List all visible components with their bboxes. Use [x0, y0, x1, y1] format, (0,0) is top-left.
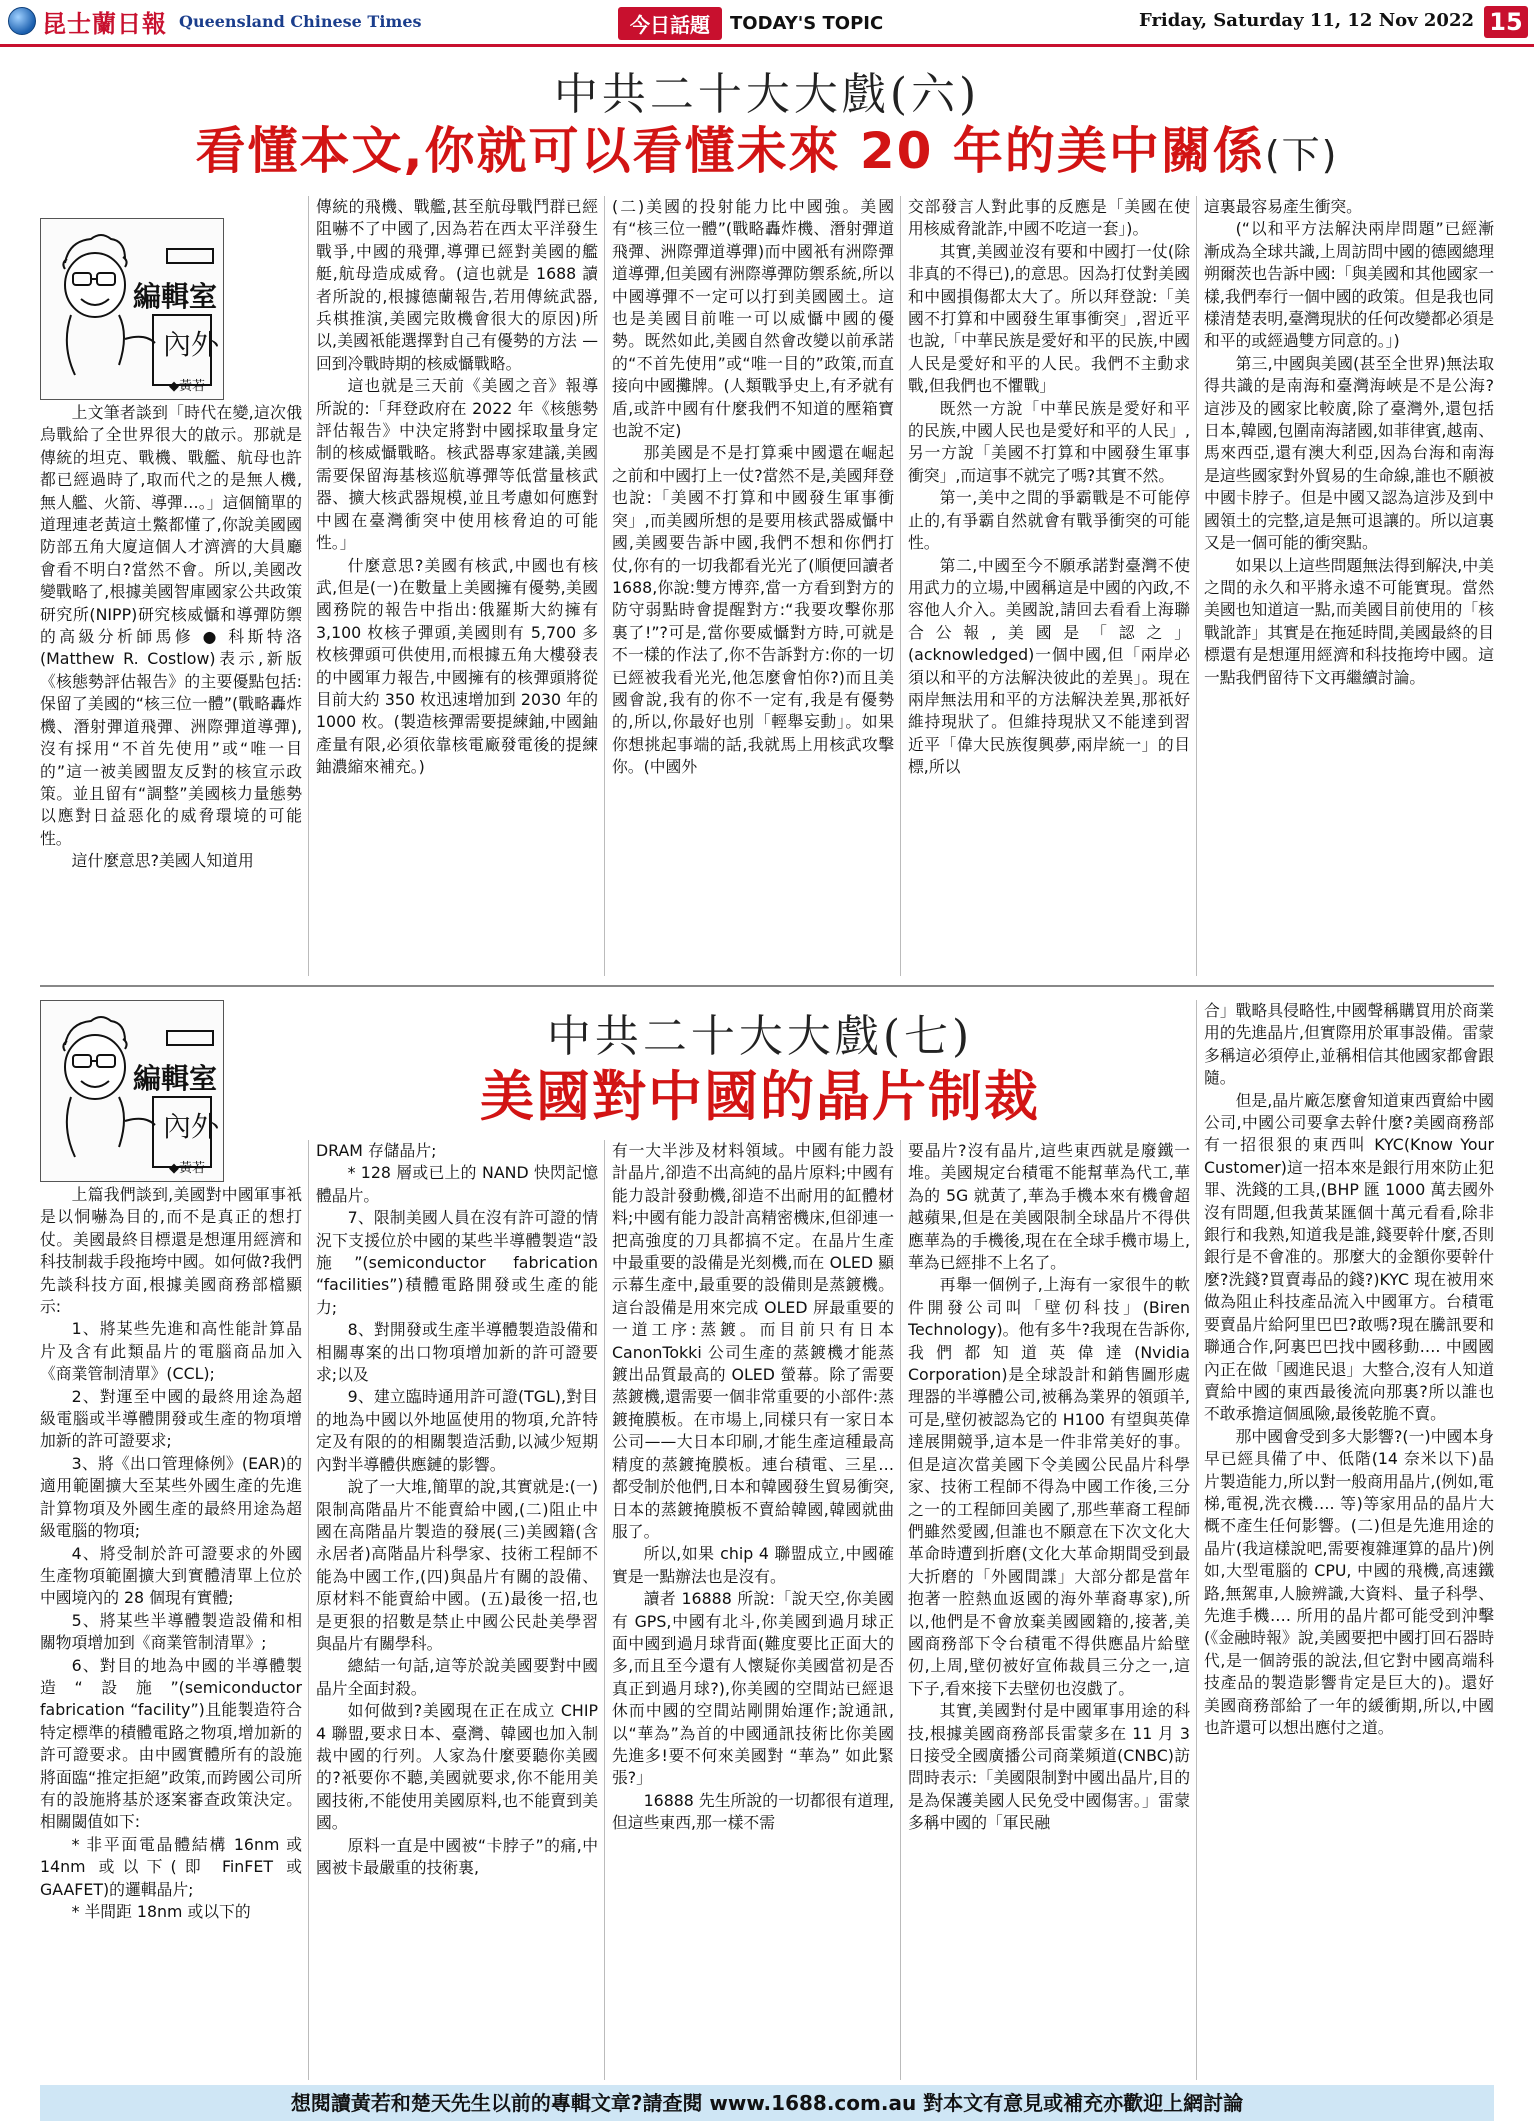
paragraph: 4、將受制於許可證要求的外國生產物項範圍擴大到實體清單上位於中國境內的 28 個現有實體; [40, 1543, 302, 1608]
globe-icon [8, 7, 36, 35]
paragraph: 原料一直是中國被“卡脖子”的痛,中國被卡最嚴重的技術裏, [316, 1835, 598, 1877]
column-divider [604, 196, 605, 976]
paragraph: 這裏最容易產生衝突。 [1204, 197, 1362, 216]
paragraph: 合」戰略具侵略性,中國聲稱購買用於商業用的先進晶片,但實際用於軍事設備。雷蒙多稱這必須停止,並稱相信其他國家都會跟隨。 [1204, 1001, 1494, 1088]
paragraph: * 128 層或已上的 NAND 快閃記憶體晶片。 [316, 1163, 598, 1205]
paragraph: 7、限制美國人員在沒有許可證的情況下支援位於中國的某些半導體製造“設施”(semiconductor fabrication “facilities”)積體電路開發或生產的能力; [316, 1208, 598, 1317]
paragraph: (二)美國的投射能力比中國強。美國有“核三位一體”(戰略轟炸機、潛射彈道飛彈、洲際彈道導彈)而中國衹有洲際彈道導彈,但美國有洲際導彈防禦系統,所以中國導彈不一定可以打到美國國土。這也是美國目前唯一可以威懾中國的優勢。既然如此,美國自然會改變以前承諾的“不首先使用”或“唯一目的”政策,而直接向中國攤牌。(人類戰爭史上,有矛就有盾,或許中國有什麼我們不知道的壓箱寶也說不定) [612, 197, 894, 441]
footer-banner: 想閱讀黃若和楚天先生以前的專輯文章?請查閱 www.1688.com.au 對本文有意見或補充亦歡迎上網討論 [40, 2085, 1494, 2121]
article2-column-4 [908, 1140, 1190, 2080]
paragraph: 有一大半涉及材料領域。中國有能力設計晶片,卻造不出高純的晶片原料;中國有能力設計發動機,卻造不出耐用的缸體材料;中國有能力設計高精密機床,但卻連一把高強度的刀具都搞不定。在晶片生產中最重要的設備是光刻機,而在 OLED 顯示幕生產中,最重要的設備則是蒸鍍機。這台設備是用來完成 OLED 屏最重要的一道工序:蒸鍍。而目前只有日本 CanonTokki 公司生產的蒸鍍機才能蒸鍍出品質最高的 OLED 螢幕。除了需要蒸鍍機,還需要一個非常重要的小部件:蒸鍍掩膜板。在市場上,同樣只有一家日本公司——大日本印刷,才能生產這種最高精度的蒸鍍掩膜板。連台積電、三星… 都受制於他們,日本和韓國發生貿易衝突,日本的蒸鍍掩膜板不賣給韓國,韓國就曲服了。 [612, 1141, 894, 1541]
paragraph: (“以和平方法解決兩岸問題”已經漸漸成為全球共識,上周訪問中國的德國總理朔爾茨也告訴中國:「與美國和其他國家一樣,我們奉行一個中國的政策。但是我也同樣清楚表明,臺灣現狀的任何改變都必須是和平的或經過雙方同意的。」) [1204, 219, 1494, 351]
paragraph: 如果以上這些問題無法得到解決,中美之間的永久和平將永遠不可能實現。當然美國也知道這一點,而美國目前使用的「核戰訛詐」其實是在拖延時間,美國最終的目標還有是想運用經濟和科技拖垮中國。這一點我們留待下文再繼續討論。 [1204, 555, 1494, 687]
paragraph: 要晶片?沒有晶片,這些東西就是廢鐵一堆。美國規定台積電不能幫華為代工,華為的 5G 就黃了,華為手機本來有機會超越蘋果,但是在美國限制全球晶片不得供應華為的手機後,現在在全球手機市場上,華為已經排不上名了。 [908, 1141, 1190, 1273]
paragraph: DRAM 存儲晶片; [316, 1141, 437, 1160]
paragraph: 傳統的飛機、戰艦,甚至航母戰鬥群已經阻嚇不了中國了,因為若在西太平洋發生戰爭,中國的飛彈,導彈已經對美國的艦艇,航母造成威脅。(這也就是 1688 讀者所說的,根據德蘭報告,若用傳統武器,兵棋推演,美國完敗機會很大的原因)所以,美國衹能選擇對自己有優勢的方法 — 回到冷戰時期的核威懾戰略。 [316, 197, 598, 373]
article1-column-1 [40, 402, 302, 980]
column-divider [308, 1140, 309, 2080]
paragraph: 這什麼意思?美國人知道用 [71, 851, 254, 871]
article1-column-3 [612, 196, 894, 980]
issue-date: Friday, Saturday 11, 12 Nov 2022 [1138, 10, 1474, 31]
paragraph: 1、將某些先進和高性能計算晶片及含有此類晶片的電腦商品加入《商業管制清單》(CCL); [40, 1319, 302, 1384]
article2-column-5 [1204, 1000, 1494, 2080]
paragraph: 所以,如果 chip 4 聯盟成立,中國確實是一點辦法也是沒有。 [612, 1544, 894, 1586]
paragraph: * 非平面電晶體結構 16nm 或 14nm 或以下(即 FinFET 或 GAAFET)的邏輯晶片; [40, 1834, 302, 1899]
article2-column-2 [316, 1140, 598, 2080]
paragraph: 交部發言人對此事的反應是「美國在使用核威脅訛詐,中國不吃這一套」)。 [908, 197, 1190, 239]
paragraph: 第一,美中之間的爭霸戰是不可能停止的,有爭霸自然就會有戰爭衝突的可能性。 [908, 488, 1190, 553]
paper-name-cn: 昆士蘭日報 [42, 8, 167, 38]
editor-cartoon [40, 218, 224, 400]
paragraph: 9、建立臨時通用許可證(TGL),對目的地為中國以外地區使用的物項,允許特定及有限的的相關製造活動,以減少短期內對半導體供應鏈的影響。 [316, 1387, 598, 1474]
paragraph: 2、對運至中國的最終用途為超級電腦或半導體開發或生產的物項增加新的許可證要求; [40, 1386, 302, 1451]
column-divider [900, 1140, 901, 2080]
paragraph: 讀者 16888 所說:「說天空,你美國有 GPS,中國有北斗,你美國到過月球正面中國到過月球背面(難度要比正面大的多,而且至今還有人懷疑你美國當初是否真正到過月球?),你美國的空間站已經退休而中國的空間站剛開始運作;說通訊,以“華為”為首的中國通訊技術比你美國先進多!要不何來美國對 “華為” 如此緊張?」 [612, 1589, 894, 1788]
column-divider [604, 1140, 605, 2080]
paragraph: 16888 先生所說的一切都很有道理,但這些東西,那一樣不需 [612, 1790, 894, 1833]
paragraph: 其實,美國對付是中國軍事用途的科技,根據美國商務部長雷蒙多在 11 月 3 日接受全國廣播公司商業頻道(CNBC)訪問時表示:「美國限制對中國出晶片,目的是為保護美國人民免受中國傷害。」雷蒙多稱中國的「軍民融 [908, 1701, 1190, 1833]
section-name-en: TODAY'S TOPIC [730, 12, 884, 34]
article-separator [40, 985, 1494, 987]
paragraph: 再舉一個例子,上海有一家很牛的軟件開發公司叫「壁仞科技」(Biren Technology)。他有多牛?我現在告訴你,我們都知道英偉達(Nvidia Corporation)是全球設計和銷售圖形處理器的半導體公司,被稱為業界的領頭羊,可是,壁仞被認為它的 H100 有望與英偉達展開競爭,這本是一件非常美好的事。但是這次當美國下令美國公民晶片科學家、技術工程師不得為中國工作後,三分之一的工程師回美國了,那些華裔工程師們雖然愛國,但誰也不願意在下次文化大革命時遭到折磨(文化大革命期間受到最大折磨的「外國間諜」大部分都是當年抱著一腔熱血返國的海外華裔專家),所以,他們是不會放棄美國國籍的,接著,美國商務部下令台積電不得供應晶片給壁仞,上周,壁仞被好宣佈裁員三分之一,這下子,看來接下去壁仞也沒戲了。 [908, 1275, 1190, 1698]
article1-column-4 [908, 196, 1190, 980]
column-divider [1196, 1000, 1197, 2080]
paragraph: 什麼意思?美國有核武,中國也有核武,但是(一)在數量上美國擁有優勢,美國國務院的報告中指出:俄羅斯大約擁有 3,100 枚核子彈頭,美國則有 5,700 多枚核彈頭可供使用,而根據五角大樓發表的中國軍力報告,中國擁有的核彈頭將從目前大約 350 枚迅速增加到 2030 年的 1000 枚。(製造核彈需要提練鈾,中國鈾產量有限,必須依靠核電廠發電後的提練鈾濃縮來補充。) [316, 555, 598, 777]
paragraph: 既然一方說「中華民族是愛好和平的民族,中國人民也是愛好和平的人民」,另一方說「美國不打算和中國發生軍事衝突」,而這事不就完了嗎?其實不然。 [908, 398, 1190, 485]
paragraph: 說了一大堆,簡單的說,其實就是:(一)限制高階晶片不能賣給中國,(二)阻止中國在高階晶片製造的發展(三)美國籍(含永居者)高階晶片科學家、技術工程師不能為中國工作,(四)與晶片有關的設備、原材料不能賣給中國。(五)最後一招,也是更狠的招數是禁止中國公民赴美學習與晶片有關學科。 [316, 1477, 598, 1653]
section-badge: 今日話題 [618, 7, 722, 40]
column-divider [1196, 196, 1197, 976]
paragraph: 如何做到?美國現在正在成立 CHIP 4 聯盟,要求日本、臺灣、韓國也加入制裁中國的行列。人家為什麼要聽你美國的?衹要你不聽,美國就要求,你不能用美國技術,不能使用美國原料,也不能賣到美國。 [316, 1701, 598, 1833]
cartoon-column-label: 編輯室 [133, 280, 218, 313]
paragraph: * 半間距 18nm 或以下的 [71, 1902, 251, 1921]
article2-kicker: 中共二十大大戲(七) [546, 1011, 974, 1062]
section-label [618, 8, 883, 38]
cartoon-author: ◆黃若 [169, 379, 205, 394]
paragraph: 第三,中國與美國(甚至全世界)無法取得共識的是南海和臺灣海峽是不是公海?這涉及的國家比較廣,除了臺灣外,還包括日本,韓國,包圍南海諸國,如菲律賓,越南、馬來西亞,還有澳大利亞,因為台海和南海是這些國家對外貿易的生命線,誰也不願被中國卡脖子。但是中國又認為這涉及到中國領土的完整,這是無可退讓的。所以這裏又是一個可能的衝突點。 [1204, 353, 1494, 553]
masthead-logo [8, 4, 422, 38]
cartoon-author: ◆黃若 [169, 1161, 205, 1176]
paragraph: 6、對目的地為中國的半導體製造“設施”(semiconductor fabrication “facility”)且能製造符合特定標準的積體電路之物項,增加新的許可證要求。由中國實體所有的設施將面臨“推定拒絕”政策,而跨國公司所有的設施將基於逐案審查政策決定。相關閾值如下: [40, 1655, 302, 1832]
article1-column-2 [316, 196, 598, 980]
article1-kicker: 中共二十大大戲(六) [553, 69, 981, 120]
column-divider [308, 196, 309, 976]
paragraph: 上文筆者談到「時代在變,這次俄烏戰給了全世界很大的啟示。那就是傳統的坦克、戰機、戰艦、航母也許都已經過時了,取而代之的是無人機,無人艦、火箭、導彈…。」這個簡單的道理連老黃這土鱉都懂了,你說美國國防部五角大廈這個人才濟濟的大員廳會看不明白?當然不會。所以,美國改變戰略了,根據美國智庫國家公共政策研究所(NIPP)研究核威懾和導彈防禦的高級分析師馬修 ● 科斯特洛(Matthew R. Costlow)表示,新版《核態勢評估報告》的主要優點包括:保留了美國的“核三位一體”(戰略轟炸機、潛射彈道飛彈、洲際彈道導彈),沒有採用“不首先使用”或“唯一目的”這一被美國盟友反對的核宣示政策。並且留有“調整”美國核力量態勢以應對日益惡化的威脅環境的可能性。 [40, 403, 302, 848]
column-divider [900, 196, 901, 976]
cartoon-inside-label: 內外 [163, 1110, 220, 1143]
article2-column-3 [612, 1140, 894, 2080]
cartoon-inside-label: 內外 [163, 328, 220, 361]
article1-headline-text: 看懂本文,你就可以看懂未來 20 年的美中關係 [195, 122, 1265, 180]
paragraph: 第二,中國至今不願承諾對臺灣不使用武力的立場,中國稱這是中國的內政,不容他人介入。美國說,請回去看看上海聯合公報,美國是「認之」(acknowledged)一個中國,但「兩岸必須以和平的方法解決彼此的差異」。現在兩岸無法用和平的方法解決差異,那祇好維持現狀了。但維持現狀又不能達到習近平「偉大民族復興夢,兩岸統一」的目標,所以 [908, 555, 1190, 777]
paragraph: 上篇我們談到,美國對中國軍事衹是以恫嚇為目的,而不是真正的想打仗。美國最終目標還是想運用經濟和科技制裁手段拖垮中國。如何做?我們先談科技方面,根據美國商務部檔顯示: [40, 1185, 302, 1317]
paragraph: 5、將某些半導體製造設備和相關物項增加到《商業管制清單》; [40, 1610, 302, 1653]
editor-cartoon [40, 1000, 224, 1182]
paper-name-en: Queensland Chinese Times [179, 11, 422, 31]
paragraph: 那美國是不是打算乘中國還在崛起之前和中國打上一仗?當然不是,美國拜登也說:「美國不打算和中國發生軍事衝突」,而美國所想的是要用核武器威懾中國,美國要告訴中國,我們不想和你們打仗,你有的一切我都看光光了(順便回讀者 1688,你說:雙方博弈,當一方看到對方的防守弱點時會提醒對方:“我要攻擊你那裏了!”?可是,當你要威懾對方時,可就是不一樣的作法了,你不告訴對方:你的一切已經被我看光光,他怎麼會怕你?)而且美國會說,我有的你不一定有,我是有優勢的,所以,你最好也別「輕舉妄動」。如果你想挑起事端的話,我就馬上用核武攻擊你。(中國外 [612, 443, 894, 777]
paragraph: 總結一句話,這等於說美國要對中國晶片全面封殺。 [316, 1656, 598, 1698]
article2-column-1 [40, 1184, 302, 2080]
paragraph: 3、將《出口管理條例》(EAR)的適用範圍擴大至某些外國生產的先進計算物項及外國生產的最終用途為超級電腦的物項; [40, 1453, 302, 1541]
article2-headline: 美國對中國的晶片制裁 [480, 1065, 1040, 1128]
paragraph: 但是,晶片廠怎麼會知道東西賣給中國公司,中國公司要拿去幹什麼?美國商務部有一招很狠的東西叫 KYC(Know Your Customer)這一招本來是銀行用來防止犯罪、洗錢的工具,(BHP 匯 1000 萬去國外沒有問題,但我黃某匯個十萬元看看,除非銀行和我熟,知道我是誰,錢要幹什麼,否則銀行是不會准的。那麼大的金額你要幹什麼?洗錢?買賣毒品的錢?)KYC 現在被用來做為阻止科技產品流入中國軍方。台積電要賣晶片給阿里巴巴?敢嗎?現在騰訊要和聯通合作,阿裏巴巴找中國移動…. 中國國內正在做「國進民退」大整合,沒有人知道賣給中國的東西最後流向那裏?所以誰也不敢承擔這個風險,最後乾脆不賣。 [1204, 1090, 1494, 1424]
paragraph: 其實,美國並沒有要和中國打一仗(除非真的不得已),的意思。因為打仗對美國和中國損傷都太大了。所以拜登說:「美國不打算和中國發生軍事衝突」,習近平也說,「中華民族是愛好和平的民族,中國人民是愛好和平的人民。我們不主動求戰,但我們也不懼戰」 [908, 241, 1190, 396]
cartoon-column-label: 編輯室 [133, 1062, 218, 1095]
paragraph: 這也就是三天前《美國之音》報導所說的:「拜登政府在 2022 年《核態勢評估報告》中決定將對中國採取量身定制的核威懾戰略。核武器專家建議,美國需要保留海基核巡航導彈等低當量核武器、擴大核武器規模,並且考慮如何應對中國在臺灣衝突中使用核脅迫的可能性。」 [316, 376, 598, 553]
paragraph: 那中國會受到多大影響?(一)中國本身早已經具備了中、低階(14 奈米以下)晶片製造能力,所以對一般商用晶片,(例如,電梯,電視,洗衣機…. 等)等家用品的晶片大概不產生任何影響。(二)但是先進用途的晶片(我這樣說吧,需要複雜運算的晶片)例如,大型電腦的 CPU, 中國的飛機,高速鐵路,無駕車,人臉辨識,大資料、量子科學、先進手機…. 所用的晶片都可能受到沖擊(《金融時報》說,美國要把中國打回石器時代,是一個誇張的說法,但它對中國高端科技產品的製造影響肯定是巨大的)。還好美國商務部給了一年的緩衝期,所以,中國也許還可以想出應付之道。 [1204, 1426, 1494, 1737]
article1-headline-suffix: (下) [1264, 133, 1339, 177]
paragraph: 8、對開發或生產半導體製造設備和相關專案的出口物項增加新的許可證要求;以及 [316, 1320, 598, 1385]
article1-column-5 [1204, 196, 1494, 980]
article1-headline [40, 118, 1494, 184]
page-number: 15 [1484, 6, 1528, 38]
